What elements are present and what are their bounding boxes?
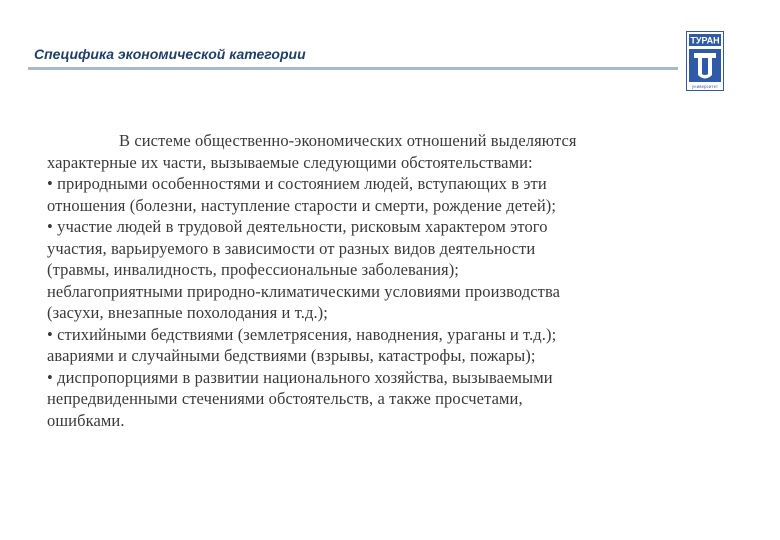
svg-text:ТУРАН: ТУРАН bbox=[690, 35, 720, 46]
main-text bbox=[47, 130, 727, 431]
title-divider bbox=[28, 67, 678, 70]
intro-paragraph: В системе общественно-экономических отношений выделяются характерные их части, вызываемые следующими обстоятельствами: bbox=[47, 131, 577, 172]
bullet-paragraph-3: • стихийными бедствиями (землетрясения, наводнения, ураганы и т.д.); авариями и случайными бедствиями (взрывы, катастрофы, пожары); bbox=[47, 324, 557, 365]
bullet-paragraph-4: • диспропорциями в развитии национального хозяйства, вызываемыми непредвиденными стечениями обстоятельств, а также просчетами, ошибками. bbox=[47, 367, 553, 430]
svg-text:университет: университет bbox=[691, 84, 719, 89]
slide-title: Специфика экономической категории bbox=[34, 46, 306, 62]
turan-university-logo-icon bbox=[686, 31, 724, 91]
bullet-paragraph-1: • природными особенностями и состоянием людей, вступающих в эти отношения (болезни, наступление старости и смерти, рождение детей); bbox=[47, 174, 557, 215]
bullet-paragraph-2: • участие людей в трудовой деятельности, рисковым характером этого участия, варьируемого в зависимости от разных видов деятельности (травмы, инвалидность, профессиональные заболевания); неблагоприятными природно-климатическими условиями производства (засухи, внезапные похолодания и т.д.); bbox=[47, 217, 561, 322]
